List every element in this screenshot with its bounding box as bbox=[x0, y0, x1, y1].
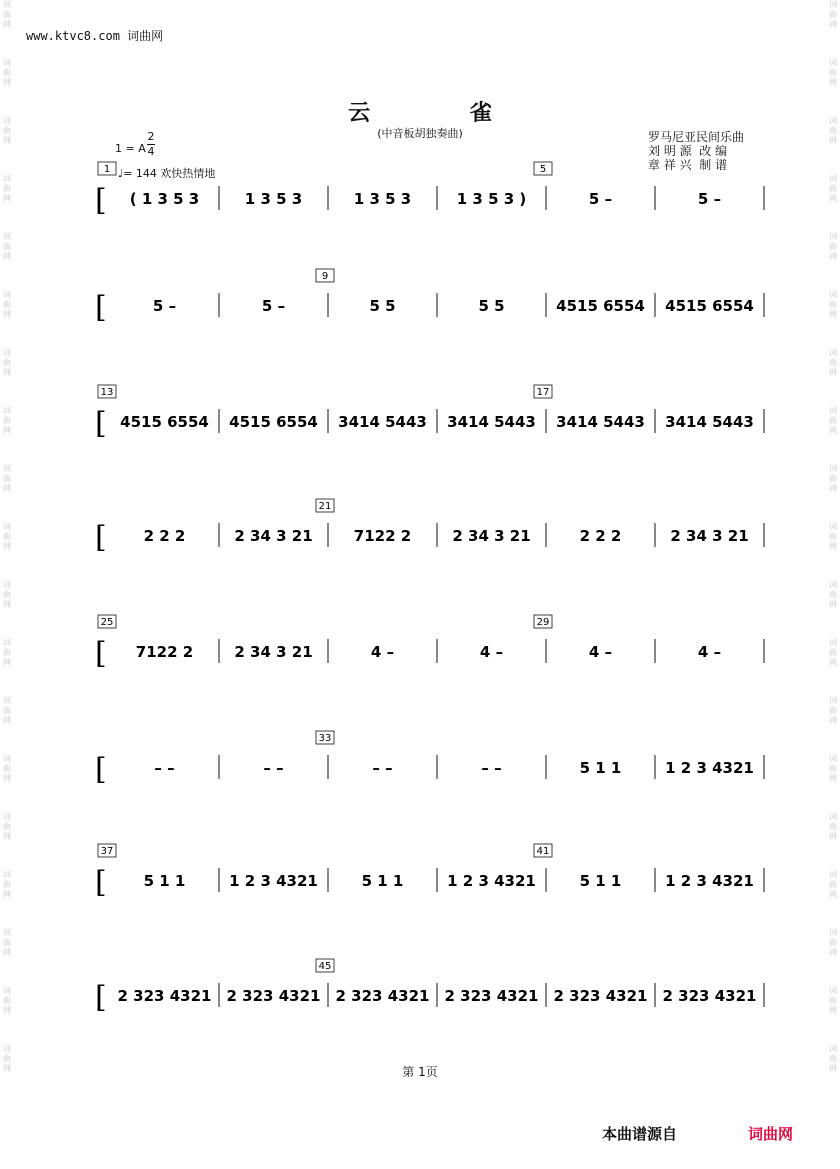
watermark-text: 词 曲 网 bbox=[829, 464, 837, 493]
watermark-text: 词 曲 网 bbox=[3, 406, 11, 435]
watermark-text: 词 曲 网 bbox=[829, 754, 837, 783]
system-bracket: [ bbox=[95, 520, 107, 555]
measure-notes: 3414 5443 bbox=[338, 413, 427, 431]
measure-notes: 2 323 4321 bbox=[335, 987, 430, 1005]
measure-notes: 2 323 4321 bbox=[226, 987, 321, 1005]
measure-notes: 2 323 4321 bbox=[662, 987, 757, 1005]
measure-notes: 5 – bbox=[261, 297, 286, 315]
watermark-text: 词 曲 网 bbox=[829, 928, 837, 957]
measure-notes: 3414 5443 bbox=[447, 413, 536, 431]
measure-notes: 5 1 1 bbox=[143, 872, 186, 890]
measure-notes: 3414 5443 bbox=[556, 413, 645, 431]
measure-number: 1 bbox=[103, 164, 111, 175]
watermark-text: 词 曲 网 bbox=[3, 0, 11, 29]
measure-notes: 5 1 1 bbox=[361, 872, 404, 890]
measure-number: 41 bbox=[536, 846, 550, 857]
watermark-text: 词 曲 网 bbox=[829, 870, 837, 899]
measure-notes: 7122 2 bbox=[353, 527, 412, 545]
measure-notes: 5 1 1 bbox=[579, 759, 622, 777]
watermark-text: 词 曲 网 bbox=[829, 232, 837, 261]
watermark-text: 词 曲 网 bbox=[3, 1044, 11, 1073]
measure-notes: 2 2 2 bbox=[143, 527, 186, 545]
credit-origin: 罗马尼亚民间乐曲 bbox=[648, 130, 745, 144]
measure-notes: 5 5 bbox=[369, 297, 396, 315]
measure-notes: 2 323 4321 bbox=[444, 987, 539, 1005]
watermark-text: 词 曲 网 bbox=[3, 290, 11, 319]
watermark-text: 词 曲 网 bbox=[3, 812, 11, 841]
measure-notes: 4 – bbox=[697, 643, 722, 661]
watermark-text: 词 曲 网 bbox=[3, 754, 11, 783]
key-signature: 1 = A bbox=[115, 142, 146, 155]
watermark-text: 词 曲 网 bbox=[829, 58, 837, 87]
measure-number: 21 bbox=[318, 501, 332, 512]
watermark-text: 词 曲 网 bbox=[829, 522, 837, 551]
watermark-text: 词 曲 网 bbox=[829, 406, 837, 435]
measure-notes: 1 2 3 4321 bbox=[665, 759, 754, 777]
measure-notes: 4515 6554 bbox=[229, 413, 318, 431]
measure-notes: 2 34 3 21 bbox=[234, 527, 313, 545]
system-bracket: [ bbox=[95, 406, 107, 441]
watermark-text: 词 曲 网 bbox=[3, 870, 11, 899]
measure-notes: 2 34 3 21 bbox=[670, 527, 749, 545]
measure-notes: 4515 6554 bbox=[665, 297, 754, 315]
watermark-text: 词 曲 网 bbox=[3, 986, 11, 1015]
measure-number: 45 bbox=[318, 961, 332, 972]
watermark-text: 词 曲 网 bbox=[3, 348, 11, 377]
watermark-text: 词 曲 网 bbox=[3, 928, 11, 957]
measure-notes: 5 – bbox=[588, 190, 613, 208]
measure-notes: 1 3 5 3 bbox=[244, 190, 303, 208]
measure-notes: 2 34 3 21 bbox=[452, 527, 531, 545]
watermark-text: 词 曲 网 bbox=[3, 696, 11, 725]
system-bracket: [ bbox=[95, 980, 107, 1015]
measure-notes: 2 323 4321 bbox=[553, 987, 648, 1005]
watermark-text: 词 曲 网 bbox=[829, 1044, 837, 1073]
watermark-text: 词 曲 网 bbox=[829, 174, 837, 203]
measure-notes: – – bbox=[481, 759, 502, 777]
measure-notes: 2 323 4321 bbox=[117, 987, 212, 1005]
watermark-text: 词 曲 网 bbox=[829, 696, 837, 725]
measure-number: 37 bbox=[100, 846, 114, 857]
measure-notes: 1 3 5 3 ) bbox=[456, 190, 527, 208]
watermark-text: 词 曲 网 bbox=[829, 986, 837, 1015]
page-number: 第 1页 bbox=[402, 1065, 438, 1079]
measure-number: 17 bbox=[536, 387, 550, 398]
site-url[interactable]: www.ktvc8.com 词曲网 bbox=[26, 29, 164, 43]
system-bracket: [ bbox=[95, 183, 107, 218]
watermark-text: 词 曲 网 bbox=[829, 116, 837, 145]
measure-notes: 4515 6554 bbox=[120, 413, 209, 431]
measure-notes: 1 3 5 3 bbox=[353, 190, 412, 208]
measure-notes: 2 2 2 bbox=[579, 527, 622, 545]
watermark-text: 词 曲 网 bbox=[3, 58, 11, 87]
measure-notes: – – bbox=[154, 759, 175, 777]
watermark-text: 词 曲 网 bbox=[3, 232, 11, 261]
song-title: 云 雀 bbox=[348, 100, 538, 126]
measure-notes: 4 – bbox=[588, 643, 613, 661]
watermark-text: 词 曲 网 bbox=[3, 464, 11, 493]
measure-number: 25 bbox=[100, 617, 114, 628]
watermark-text: 词 曲 网 bbox=[829, 348, 837, 377]
time-signature-bottom: 4 bbox=[147, 145, 155, 158]
measure-notes: 5 – bbox=[697, 190, 722, 208]
measure-notes: – – bbox=[263, 759, 284, 777]
measure-notes: ( 1 3 5 3 bbox=[129, 190, 200, 208]
measure-notes: 3414 5443 bbox=[665, 413, 754, 431]
measure-number: 9 bbox=[321, 271, 329, 282]
credit-transcriber: 章 祥 兴 制 谱 bbox=[648, 158, 728, 172]
system-bracket: [ bbox=[95, 865, 107, 900]
watermark-text: 词 曲 网 bbox=[3, 580, 11, 609]
measure-number: 33 bbox=[318, 733, 332, 744]
watermark-text: 词 曲 网 bbox=[3, 174, 11, 203]
measure-notes: 4 – bbox=[479, 643, 504, 661]
tempo-marking: ♩= 144 欢快热情地 bbox=[118, 167, 216, 180]
system-bracket: [ bbox=[95, 290, 107, 325]
measure-notes: 1 2 3 4321 bbox=[447, 872, 536, 890]
watermark-text: 词 曲 网 bbox=[829, 0, 837, 29]
measure-notes: 5 1 1 bbox=[579, 872, 622, 890]
watermark-text: 词 曲 网 bbox=[3, 638, 11, 667]
measure-number: 13 bbox=[100, 387, 114, 398]
watermark-text: 词 曲 网 bbox=[829, 290, 837, 319]
watermark-text: 词 曲 网 bbox=[3, 522, 11, 551]
source-label: 本曲谱源自 bbox=[602, 1125, 678, 1143]
measure-notes: 2 34 3 21 bbox=[234, 643, 313, 661]
measure-notes: 4515 6554 bbox=[556, 297, 645, 315]
measure-notes: 4 – bbox=[370, 643, 395, 661]
measure-notes: 5 5 bbox=[478, 297, 505, 315]
song-subtitle: (中音板胡独奏曲) bbox=[377, 127, 463, 140]
watermark-text: 词 曲 网 bbox=[829, 580, 837, 609]
time-signature-top: 2 bbox=[147, 130, 155, 143]
measure-number: 29 bbox=[536, 617, 550, 628]
watermark-text: 词 曲 网 bbox=[829, 638, 837, 667]
measure-notes: 1 2 3 4321 bbox=[229, 872, 318, 890]
measure-notes: 7122 2 bbox=[135, 643, 194, 661]
measure-number: 5 bbox=[539, 164, 547, 175]
system-bracket: [ bbox=[95, 636, 107, 671]
credit-arranger: 刘 明 源 改 编 bbox=[648, 144, 728, 158]
source-site-link[interactable]: 词曲网 bbox=[748, 1125, 794, 1143]
watermark-text: 词 曲 网 bbox=[829, 812, 837, 841]
watermark-text: 词 曲 网 bbox=[3, 116, 11, 145]
measure-notes: – – bbox=[372, 759, 393, 777]
system-bracket: [ bbox=[95, 752, 107, 787]
measure-notes: 1 2 3 4321 bbox=[665, 872, 754, 890]
measure-notes: 5 – bbox=[152, 297, 177, 315]
